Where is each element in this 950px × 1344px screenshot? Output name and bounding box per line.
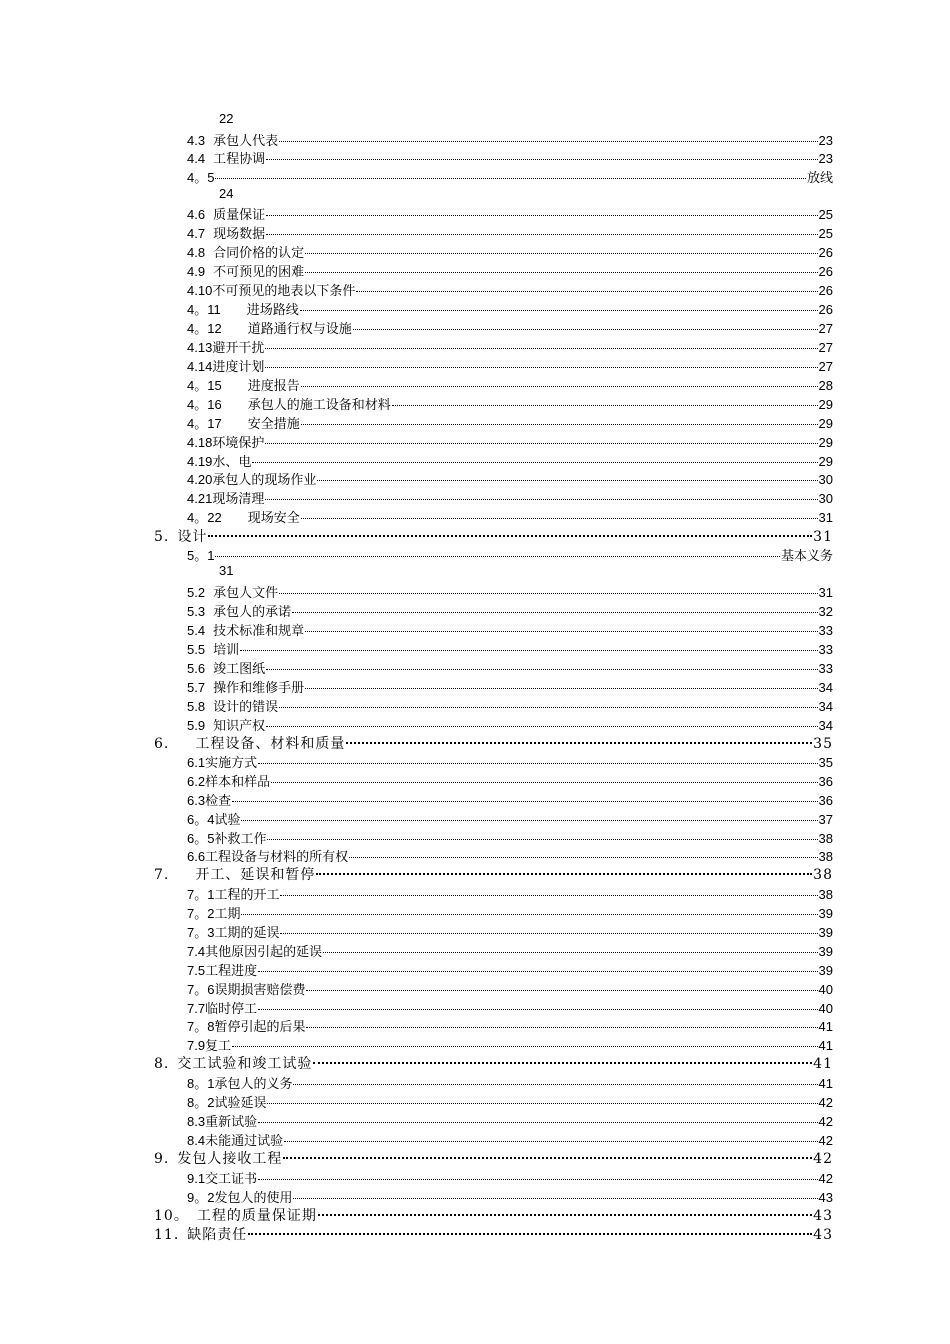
toc-page-number: 43 (813, 1208, 833, 1224)
dot-leader (266, 222, 817, 235)
dot-leader (318, 1202, 812, 1216)
toc-entry-number: 7。3 (187, 925, 215, 940)
toc-entry-title: 样本和样品 (205, 775, 271, 790)
toc-entry[interactable] (187, 432, 833, 450)
toc-entry-number: 7。8 (187, 1019, 215, 1034)
toc-entry-title: 临时停工 (205, 1002, 258, 1017)
toc-page-number: 37 (818, 812, 833, 827)
toc-entry-number: 7。1 (187, 887, 215, 902)
toc-entry-number: 6.3 (187, 793, 206, 808)
dot-leader (241, 902, 817, 915)
dot-leader (248, 1221, 812, 1235)
toc-entry-title: 发包人的使用 (214, 1191, 293, 1206)
toc-entry-title: 实施方式 (205, 756, 258, 771)
dot-leader (300, 298, 818, 311)
toc-entry-title: 进度计划 (212, 360, 265, 375)
toc-entry-title: 放线 (806, 171, 833, 186)
toc-entry-number: 4.9 (187, 264, 206, 279)
toc-entry[interactable] (187, 394, 833, 412)
dot-leader (283, 1145, 812, 1159)
toc-page-number: 41 (818, 1076, 833, 1091)
dot-leader (215, 166, 806, 179)
toc-entry-title: 道路通行权与设施 (247, 322, 352, 337)
dot-leader (313, 1050, 812, 1064)
toc-entry[interactable] (187, 752, 833, 770)
toc-page-number: 43 (818, 1190, 833, 1205)
toc-page-number: 24 (219, 186, 234, 201)
toc-chapter-number: 5. (154, 529, 170, 545)
toc-entry-number: 5.5 (187, 642, 206, 657)
toc-page-number: 35 (818, 755, 833, 770)
toc-page-number: 26 (818, 283, 833, 298)
dot-leader (323, 940, 817, 953)
toc-entry[interactable] (187, 223, 833, 241)
toc-chapter-number: 6. (154, 736, 170, 752)
toc-page-number: 41 (813, 1056, 833, 1072)
toc-page-number: 31 (813, 529, 833, 545)
toc-entry[interactable] (187, 790, 833, 808)
toc-entry-title: 现场清理 (212, 492, 265, 507)
dot-leader (353, 317, 818, 330)
dot-leader (266, 657, 817, 670)
toc-entry-number: 5.4 (187, 623, 206, 638)
toc-entry[interactable] (187, 1111, 833, 1129)
toc-entry-number: 6.2 (187, 774, 206, 789)
toc-entry[interactable] (187, 658, 833, 676)
toc-page-number: 38 (818, 849, 833, 864)
toc-entry[interactable] (187, 204, 833, 222)
toc-entry[interactable] (187, 922, 833, 940)
toc-page-number: 33 (818, 623, 833, 638)
toc-entry[interactable] (187, 696, 833, 714)
toc-entry-title: 知识产权 (213, 719, 266, 734)
toc-page-number: 25 (818, 226, 833, 241)
toc-entry-number: 9。2 (187, 1190, 215, 1205)
toc-entry[interactable] (187, 451, 833, 469)
dot-leader (258, 959, 817, 972)
toc-entry-title: 交工证书 (205, 1172, 258, 1187)
toc-entry-title: 补救工作 (214, 832, 267, 847)
toc-page-number: 30 (818, 472, 833, 487)
dot-leader (279, 695, 817, 708)
dot-leader (306, 978, 817, 991)
toc-page-number: 38 (818, 887, 833, 902)
toc-page-number: 39 (818, 963, 833, 978)
toc-entry[interactable] (187, 242, 833, 260)
toc-page-number: 38 (818, 831, 833, 846)
toc-chapter-title: 缺陷责任 (187, 1227, 248, 1243)
toc-entry-title: 质量保证 (213, 208, 266, 223)
toc-entry[interactable] (187, 469, 833, 487)
toc-entry[interactable] (187, 809, 833, 827)
toc-entry-title: 重新试验 (205, 1115, 258, 1130)
toc-page-number: 42 (818, 1171, 833, 1186)
toc-entry-title: 工程的开工 (214, 888, 280, 903)
toc-entry-number: 4.13 (187, 340, 213, 355)
toc-entry-title: 设计的错误 (213, 700, 279, 715)
toc-entry[interactable] (187, 1073, 833, 1091)
dot-leader (293, 1186, 817, 1199)
toc-entry[interactable] (187, 620, 833, 638)
dot-leader (280, 883, 817, 896)
toc-entry[interactable] (187, 148, 833, 166)
toc-page-number: 22 (219, 111, 234, 126)
dot-leader (208, 523, 812, 537)
dot-leader (301, 412, 818, 425)
toc-entry[interactable] (187, 356, 833, 374)
toc-page-number: 31 (818, 585, 833, 600)
toc-entry-number: 4。5 (187, 170, 215, 185)
dot-leader (252, 450, 817, 463)
toc-entry-title: 试验 (214, 813, 241, 828)
toc-entry-number: 4。16 (187, 397, 222, 412)
toc-chapter[interactable] (154, 1148, 833, 1167)
toc-entry[interactable] (187, 167, 833, 185)
toc-entry[interactable] (187, 545, 833, 563)
toc-page-number: 42 (813, 1151, 833, 1167)
toc-chapter[interactable] (154, 864, 833, 883)
toc-entry-title: 工程进度 (205, 964, 258, 979)
toc-entry-title: 工期 (214, 907, 241, 922)
toc-chapter-number: 7. (154, 867, 170, 883)
toc-entry[interactable] (187, 639, 833, 657)
toc-entry[interactable] (187, 488, 833, 506)
dot-leader (346, 730, 812, 744)
toc-page-number: 29 (818, 397, 833, 412)
toc-page-number: 42 (818, 1114, 833, 1129)
dot-leader (265, 487, 817, 500)
toc-page-number: 40 (818, 982, 833, 997)
toc-entry-number: 4.19 (187, 454, 213, 469)
toc-entry-title: 现场安全 (247, 511, 300, 526)
toc-entry[interactable] (187, 979, 833, 997)
toc-page-number: 36 (818, 793, 833, 808)
toc-chapter-title: 发包人接收工程 (177, 1151, 283, 1167)
toc-entry[interactable] (187, 413, 833, 431)
toc-entry-title: 工程设备与材料的所有权 (205, 850, 349, 865)
toc-entry-number: 4.21 (187, 491, 213, 506)
toc-entry-title: 试验延误 (214, 1096, 267, 1111)
toc-page-number: 27 (818, 321, 833, 336)
dot-leader (317, 468, 817, 481)
toc-entry-title: 工程协调 (213, 152, 266, 167)
toc-entry[interactable] (187, 1092, 833, 1110)
toc-chapter-title: 开工、延误和暂停 (195, 867, 316, 883)
toc-page-number: 40 (818, 1001, 833, 1016)
dot-leader (301, 374, 818, 387)
dot-leader (279, 581, 817, 594)
toc-entry-number: 4。17 (187, 416, 222, 431)
toc-entry[interactable] (187, 299, 833, 317)
toc-entry-number: 4。15 (187, 378, 222, 393)
toc-entry-number: 4.6 (187, 207, 206, 222)
dot-leader (232, 1034, 817, 1047)
toc-entry-number: 8。2 (187, 1095, 215, 1110)
toc-page-number: 27 (818, 359, 833, 374)
toc-entry-title: 竣工图纸 (213, 662, 266, 677)
toc-page-number: 23 (818, 133, 833, 148)
toc-chapter-title: 交工试验和竣工试验 (177, 1056, 313, 1072)
toc-chapter[interactable] (154, 526, 833, 545)
toc-entry-title: 检查 (205, 794, 232, 809)
toc-chapter-number: 8. (154, 1056, 170, 1072)
toc-entry-number: 4。22 (187, 510, 222, 525)
toc-entry-number: 6。4 (187, 812, 215, 827)
dot-leader (240, 638, 817, 651)
toc-entry-number: 7.4 (187, 944, 206, 959)
toc-entry-number: 5.3 (187, 604, 206, 619)
toc-entry-title: 暂停引起的后果 (214, 1020, 306, 1035)
toc-page-number: 42 (818, 1133, 833, 1148)
toc-entry-title: 承包人文件 (213, 586, 279, 601)
toc-page-number: 43 (813, 1227, 833, 1243)
toc-entry[interactable] (187, 261, 833, 279)
toc-entry[interactable] (187, 941, 833, 959)
toc-page-number: 41 (818, 1019, 833, 1034)
toc-entry-title: 进度报告 (247, 379, 300, 394)
toc-chapter[interactable] (154, 1224, 833, 1243)
toc-entry-number: 8.3 (187, 1114, 206, 1129)
toc-entry-number: 4.7 (187, 226, 206, 241)
toc-entry[interactable] (187, 318, 833, 336)
toc-entry-number: 5.9 (187, 718, 206, 733)
toc-entry-number: 4.4 (187, 151, 206, 166)
toc-chapter-title: 工程设备、材料和质量 (195, 736, 346, 752)
dot-leader (258, 1110, 817, 1123)
toc-entry-number: 6.1 (187, 755, 206, 770)
dot-leader (258, 751, 817, 764)
toc-entry-number: 5.8 (187, 699, 206, 714)
toc-entry[interactable] (187, 1168, 833, 1186)
toc-entry-number: 5。1 (187, 548, 215, 563)
toc-chapter[interactable] (154, 733, 833, 752)
toc-entry-number: 4。11 (187, 302, 221, 317)
toc-entry[interactable] (187, 903, 833, 921)
toc-entry-title: 不可预见的地表以下条件 (212, 284, 356, 299)
dot-leader (280, 921, 817, 934)
toc-entry-title: 合同价格的认定 (213, 246, 305, 261)
dot-leader (284, 1129, 817, 1142)
toc-entry-number: 4.10 (187, 283, 213, 298)
toc-entry-number: 4.20 (187, 472, 213, 487)
toc-entry-number: 7.5 (187, 963, 206, 978)
toc-entry-title: 操作和维修手册 (213, 681, 305, 696)
toc-entry[interactable] (187, 677, 833, 695)
dot-leader (305, 619, 817, 632)
toc-entry-number: 7.7 (187, 1001, 206, 1016)
toc-entry-title: 基本义务 (780, 549, 833, 564)
toc-entry-number: 7。2 (187, 906, 215, 921)
toc-entry-number: 6。5 (187, 831, 215, 846)
toc-entry-title: 承包人的现场作业 (212, 473, 317, 488)
dot-leader (392, 393, 818, 406)
toc-page-number: 30 (818, 491, 833, 506)
toc-page-number: 34 (818, 718, 833, 733)
toc-entry-title: 复工 (205, 1039, 232, 1054)
toc-entry-number: 4.8 (187, 245, 206, 260)
toc-entry[interactable] (187, 280, 833, 298)
toc-entry-number: 7.9 (187, 1038, 206, 1053)
dot-leader (305, 260, 817, 273)
toc-entry-number: 7。6 (187, 982, 215, 997)
toc-page-number: 29 (818, 435, 833, 450)
dot-leader (306, 1015, 817, 1028)
dot-leader (266, 147, 817, 160)
toc-entry[interactable] (187, 828, 833, 846)
toc-entry-title: 承包人的义务 (214, 1077, 293, 1092)
toc-entry-title: 技术标准和规章 (213, 624, 305, 639)
toc-entry[interactable] (187, 375, 833, 393)
toc-page-number: 36 (818, 774, 833, 789)
dot-leader (293, 1072, 817, 1085)
toc-entry-number: 8.4 (187, 1133, 206, 1148)
toc-entry-number: 6.6 (187, 849, 206, 864)
toc-entry-number: 8。1 (187, 1076, 215, 1091)
toc-entry-title: 承包人代表 (213, 134, 279, 149)
dot-leader (258, 1167, 817, 1180)
toc-entry-title: 误期损害赔偿费 (214, 983, 306, 998)
dot-leader (305, 241, 817, 254)
toc-page-number: 39 (818, 925, 833, 940)
toc-page-number: 34 (818, 699, 833, 714)
toc-entry-title: 避开干扰 (212, 341, 265, 356)
toc-page-number: 31 (219, 563, 234, 578)
toc-page-number: 33 (818, 642, 833, 657)
dot-leader (215, 544, 780, 557)
dot-leader (232, 789, 817, 802)
toc-entry-title: 承包人的施工设备和材料 (247, 398, 391, 413)
toc-page-number: 26 (818, 302, 833, 317)
toc-entry-title: 安全措施 (247, 417, 300, 432)
toc-entry-title: 环境保护 (212, 436, 265, 451)
dot-leader (265, 355, 817, 368)
dot-leader (356, 279, 817, 292)
toc-page-number: 38 (813, 867, 833, 883)
toc-page-number: 23 (818, 151, 833, 166)
dot-leader (265, 431, 817, 444)
toc-entry-title: 未能通过试验 (205, 1134, 284, 1149)
dot-leader (271, 770, 817, 783)
toc-entry-number: 5.2 (187, 585, 206, 600)
toc-entry[interactable] (187, 884, 833, 902)
toc-page-number: 41 (818, 1038, 833, 1053)
dot-leader (305, 676, 817, 689)
toc-entry[interactable] (187, 771, 833, 789)
toc-entry-number: 9.1 (187, 1171, 206, 1186)
toc-chapter[interactable] (154, 1053, 833, 1072)
toc-chapter-number: 11. (154, 1227, 180, 1243)
toc-entry[interactable] (187, 998, 833, 1016)
dot-leader (292, 600, 817, 613)
toc-entry-number: 4.3 (187, 133, 206, 148)
dot-leader (241, 808, 817, 821)
dot-leader (349, 845, 817, 858)
toc-page-number: 26 (818, 245, 833, 260)
toc-entry-title: 现场数据 (213, 227, 266, 242)
toc-entry-title: 其他原因引起的延误 (205, 945, 323, 960)
toc-page-number: 42 (818, 1095, 833, 1110)
toc-page-number: 31 (818, 510, 833, 525)
toc-page-number: 28 (818, 378, 833, 393)
dot-leader (258, 997, 817, 1010)
toc-page-number: 29 (818, 454, 833, 469)
dot-leader (266, 714, 817, 727)
dot-leader (267, 1091, 817, 1104)
toc-entry[interactable] (187, 1016, 833, 1034)
toc-page-number: 35 (813, 736, 833, 752)
dot-leader (266, 203, 817, 216)
dot-leader (265, 336, 817, 349)
toc-page-number: 27 (818, 340, 833, 355)
toc-entry[interactable] (187, 601, 833, 619)
toc-entry-title: 培训 (213, 643, 240, 658)
toc-page-number: 33 (818, 661, 833, 676)
toc-entry-number: 4。12 (187, 321, 222, 336)
toc-page-number: 34 (818, 680, 833, 695)
toc-entry-number: 5.6 (187, 661, 206, 676)
toc-chapter-number: 9. (154, 1151, 170, 1167)
toc-entry-number: 4.18 (187, 435, 213, 450)
toc-chapter-title: 设计 (177, 529, 208, 545)
toc-page-number: 29 (818, 416, 833, 431)
toc-page-number: 25 (818, 207, 833, 222)
dot-leader (267, 827, 817, 840)
toc-entry[interactable] (187, 582, 833, 600)
toc-entry[interactable] (187, 130, 833, 148)
toc-entry-number: 4.14 (187, 359, 213, 374)
dot-leader (316, 861, 812, 875)
toc-entry-title: 工期的延误 (214, 926, 280, 941)
toc-entry-number: 5.7 (187, 680, 206, 695)
toc-page-number: 39 (818, 906, 833, 921)
toc-entry-title: 水、电 (212, 455, 252, 470)
toc-entry-title: 不可预见的困难 (213, 265, 305, 280)
dot-leader (301, 506, 818, 519)
toc-entry[interactable] (187, 960, 833, 978)
toc-entry-title: 进场路线 (246, 303, 299, 318)
toc-chapter-title: 工程的质量保证期 (196, 1208, 317, 1224)
toc-entry[interactable] (187, 337, 833, 355)
toc-page-number: 26 (818, 264, 833, 279)
toc-page-number: 32 (818, 604, 833, 619)
toc-page-number: 39 (818, 944, 833, 959)
toc-chapter-number: 10。 (154, 1208, 189, 1224)
dot-leader (279, 129, 817, 142)
toc-entry-title: 承包人的承诺 (213, 605, 292, 620)
